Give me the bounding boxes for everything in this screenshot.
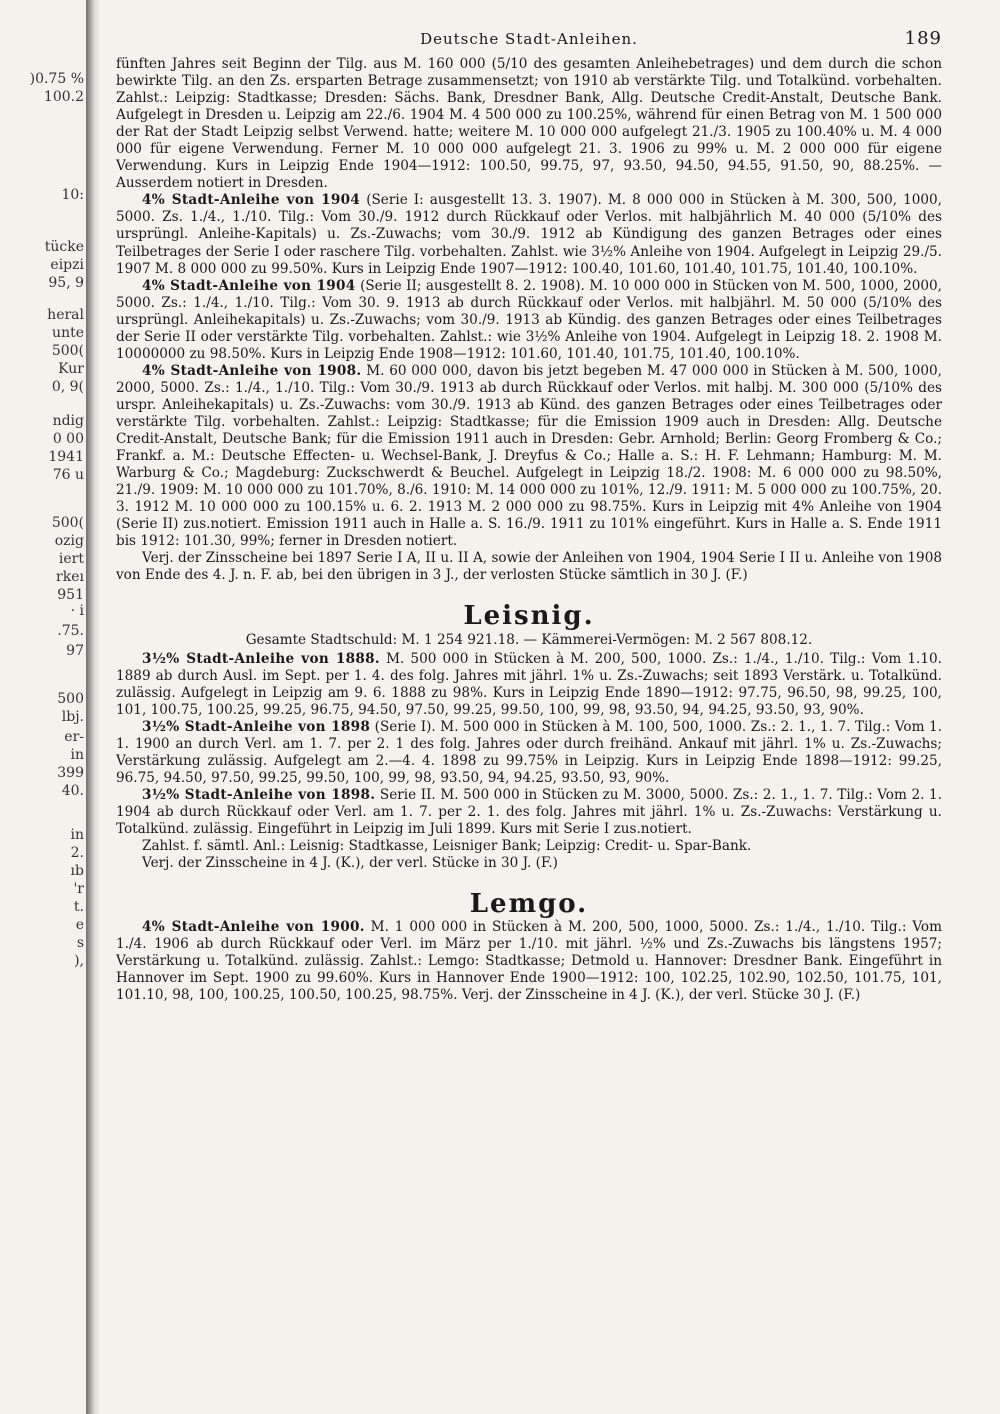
margin-fragment: Kur	[58, 361, 84, 377]
bond-entry	[116, 363, 942, 551]
margin-fragment: 10:	[61, 187, 84, 203]
margin-fragment: iert	[58, 551, 84, 567]
margin-fragment: ıb	[70, 863, 84, 879]
bond-heading: 4% Stadt-Anleihe von 1904	[142, 277, 356, 294]
bond-text: (Serie I). M. 500 000 in Stücken à M. 100, 500, 1000. Zs.: 2. 1., 1. 7. Tilg.: Vom 1. 1. 1900 an durch Verl. am 1. 7. per 2. 1 des folg. Jahres oder durch freihänd. Ankauf mit jährl. 1% u. Zs.-Zuwachs; Verstärkung zulässig. Aufgelegt am 2.—4. 4. 1898 zu 99.75% in Leipzig. Kurs in Leipzig Ende 1898—1912: 99.25, 96.75, 94.50, 97.50, 99.25, 99.50, 100, 99, 98, 93.50, 94, 94.25, 93.50, 93, 90%.	[116, 718, 942, 786]
bond-heading: 3½% Stadt-Anleihe von 1888.	[142, 650, 380, 667]
margin-fragment: unte	[52, 325, 84, 341]
city-heading-lemgo: Lemgo.	[469, 889, 589, 920]
margin-fragment: er-	[64, 729, 84, 745]
margin-fragment: e	[75, 917, 84, 933]
city-stats-leisnig: Gesamte Stadtschuld: M. 1 254 921.18. — Kämmerei-Vermögen: M. 2 567 808.12.	[245, 631, 813, 648]
bond-heading: 3½% Stadt-Anleihe von 1898.	[142, 786, 376, 803]
margin-fragment: · i	[70, 603, 84, 619]
margin-fragment: in	[70, 827, 84, 843]
limitation-note: Verj. der Zinsscheine in 4 J. (K.), der verl. Stücke in 30 J. (F.)	[142, 855, 558, 872]
margin-fragment: ),	[74, 953, 84, 969]
margin-fragment: 500	[57, 691, 84, 707]
left-page-margin-fragments	[0, 0, 92, 1414]
running-header	[116, 30, 942, 56]
bond-heading: 4% Stadt-Anleihe von 1900.	[142, 919, 365, 936]
paying-agents-note: Zahlst. f. sämtl. Anl.: Leisnig: Stadtkasse, Leisniger Bank; Leipzig: Credit- u. Spar-Bank.	[142, 838, 752, 855]
margin-fragment: eipzi	[50, 257, 84, 273]
margin-fragment: t.	[73, 899, 84, 915]
page	[116, 30, 942, 1004]
document-body	[116, 56, 942, 1004]
bond-entry	[116, 192, 942, 277]
bond-entry	[116, 651, 942, 719]
closing-paragraph: Verj. der Zinsscheine bei 1897 Serie I A, II u. II A, sowie der Anleihen von 1904, 1904 Serie I II u. Anleihe von 1908 von Ende des 4. J. n. F. ab, bei den übrigen in 3 J., der verlosten Stücke sämtlich in 30 J. (F.)	[116, 550, 942, 584]
margin-fragment: s	[76, 935, 84, 951]
margin-fragment: 500(	[51, 515, 84, 531]
margin-fragment: 95, 9	[48, 275, 84, 291]
bond-text: (Serie II; ausgestellt 8. 2. 1908). M. 10 000 000 in Stücken von M. 500, 1000, 2000, 5000. Zs.: 1./4., 1./10. Tilg.: Vom 30. 9. 1913 ab durch Rückkauf oder Verlos. mit halbjährl. M. 50 000 (5/10% des ursprüngl. Anleihekapitals) u. Zs.-Zuwachs; vom 30./9. 1913 ab Kündig. des ganzen Betrages oder eines Teilbetrages der Serie II oder verstärkte Tilg. vorbehalten. Zahlst.: wie 3½% Anleihe von 1904. Aufgelegt in Leipzig 18. 2. 1908 M. 10000000 zu 98.50%. Kurs in Leipzig Ende 1908—1912: 101.60, 101.40, 101.75, 101.40, 100.10%.	[116, 277, 942, 362]
margin-fragment: ozig	[54, 533, 84, 549]
page-binding-shadow	[86, 0, 100, 1414]
margin-fragment: 399	[57, 765, 84, 781]
bond-entry	[116, 278, 942, 363]
margin-fragment: )0.75 %	[29, 71, 84, 87]
bond-text: M. 1 000 000 in Stücken à M. 200, 500, 1000, 5000. Zs.: 1./4., 1./10. Tilg.: Vom 1./4. 1906 ab durch Rückkauf oder Verl. im März per 1./10. mit jährl. ½% und Zs.-Zuwachs bis längstens 1957; Verstärkung u. Totalkünd. zulässig. Zahlst.: Lemgo: Stadtkasse; Detmold u. Hannover: Dresdner Bank. Eingeführt in Hannover im Sept. 1900 zu 99.60%. Kurs in Hannover Ende 1900—1912: 100, 102.25, 102.90, 102.50, 101.75, 101, 101.10, 98, 100, 100.25, 100.50, 100.25, 98.75%. Verj. der Zinsscheine in 4 J. (K.), der verl. Stücke 30 J. (F.)	[116, 919, 942, 1004]
city-heading-leisnig: Leisnig.	[463, 601, 595, 632]
bond-heading: 4% Stadt-Anleihe von 1904	[142, 192, 361, 209]
margin-fragment: 500(	[51, 343, 84, 359]
margin-fragment: tücke	[44, 239, 84, 255]
margin-fragment: ndig	[52, 413, 84, 429]
margin-fragment: 0, 9(	[51, 379, 84, 395]
bond-heading: 4% Stadt-Anleihe von 1908.	[142, 362, 362, 379]
bond-entry	[116, 919, 942, 1004]
margin-fragment: in	[70, 747, 84, 763]
bond-text: M. 500 000 in Stücken à M. 200, 500, 1000. Zs.: 1./4., 1./10. Tilg.: Vom 1.10. 1889 ab durch Ausl. im Sept. per 1. 4. des folg. Jahres mit jährl. 1% u. Zs.-Zuwachs; seit 1893 Verstärk. u. Totalkünd. zulässig. Aufgelegt in Leipzig am 9. 6. 1888 zu 98%. Kurs in Leipzig Ende 1890—1912: 97.75, 96.50, 98, 99.25, 100, 101, 100.75, 100.25, 99.25, 96.75, 94.50, 97.50, 99.25, 99.50, 100, 99, 98, 93.50, 94, 94.25, 93.50, 93, 90%.	[116, 650, 942, 718]
bond-text: Serie II. M. 500 000 in Stücken zu M. 3000, 5000. Zs.: 2. 1., 1. 7. Tilg.: Vom 2. 1. 1904 ab durch Rückkauf oder Verl. am 1. 7. per 2. 1. des folg. Jahres mit jährl. 1% u. Zs.-Zuwachs: Verstärkung u. Totalkünd. zulässig. Eingeführt in Leipzig im Juli 1899. Kurs mit Serie I zus.notiert.	[116, 786, 942, 838]
bond-text: (Serie I: ausgestellt 13. 3. 1907). M. 8 000 000 in Stücken à M. 300, 500, 1000, 5000. Zs. 1./4., 1./10. Tilg.: Vom 30./9. 1912 durch Rückkauf oder Verlos. mit halbjährlich M. 40 000 (5/10% des ursprüngl. Anleihe-Kapitals) u. Zs.-Zuwachs; vom 30./9. 1912 ab Kündigung des ganzen Betrages oder eines Teilbetrages der Serie I oder raschere Tilg. vorbehalten. Zahlst. wie 3½% Anleihe von 1904. Aufgelegt in Leipzig 29./5. 1907 M. 8 000 000 zu 99.50%. Kurs in Leipzig Ende 1907—1912: 100.40, 101.60, 101.40, 101.75, 101.40, 100.10%.	[116, 192, 943, 277]
margin-fragment: 97	[66, 643, 84, 659]
margin-fragment: 40.	[61, 783, 84, 799]
margin-fragment: 0 00	[52, 431, 84, 447]
margin-fragment: 'r	[73, 881, 84, 897]
margin-fragment: rkeı	[56, 569, 84, 585]
margin-fragment: 2.	[70, 845, 84, 861]
bond-entry	[116, 787, 942, 838]
page-number: 189	[904, 28, 942, 49]
margin-fragment: lbj.	[61, 709, 84, 725]
bond-text: M. 60 000 000, davon bis jetzt begeben M. 47 000 000 in Stücken à M. 500, 1000, 2000, 5000. Zs.: 1./4., 1./10. Tilg.: Vom 30./9. 1913 ab durch Rückkauf oder Verlos. mit halbj. M. 300 000 (5/10% des urspr. Anleihekapitals) u. Zs.-Zuwachs: vom 30./9. 1913 ab Künd. des ganzen Betrages oder eines Teilbetrages oder verstärkte Tilg. vorbehalten. Zahlst.: Leipzig: Stadtkasse; für die Emission 1909 auch in Dresden: Allg. Deutsche Credit-Anstalt, Deutsche Bank; für die Emission 1911 auch in Dresden: Gebr. Arnhold; Berlin: Georg Fromberg & Co.; Frankf. a. M.: Deutsche Effecten- u. Wechsel-Bank, J. Dreyfus & Co.; Halle a. S.: H. F. Lehmann; Hamburg: M. M. Warburg & Co.; Magdeburg: Zuckschwerdt & Beuchel. Aufgelegt in Leipzig 18./2. 1908: M. 6 000 000 zu 98.50%, 21./9. 1909: M. 10 000 000 zu 101.70%, 8./6. 1910: M. 14 000 000 zu 101%, 12./9. 1911: M. 5 000 000 zu 100.75%, 20. 3. 1912 M. 10 000 000 zu 100.15% u. 6. 2. 1913 M. 2 000 000 zu 98.75%. Kurs in Leipzig mit 4% Anleihe von 1904 (Serie II) zus.notiert. Emission 1911 auch in Halle a. S. 16./9. 1911 zu 101% eingeführt. Kurs in Halle a. S. Ende 1911 bis 1912: 101.30, 99%; ferner in Dresden notiert.	[116, 362, 943, 550]
margin-fragment: 951	[57, 587, 84, 603]
margin-fragment: 76 u	[52, 467, 84, 483]
bond-entry	[116, 719, 942, 787]
margin-fragment: .75.	[57, 623, 84, 639]
bond-heading: 3½% Stadt-Anleihe von 1898	[142, 718, 371, 735]
running-title: Deutsche Stadt-Anleihen.	[420, 30, 638, 48]
margin-fragment: 100.2	[43, 89, 84, 105]
margin-fragment: 1941	[48, 449, 84, 465]
continued-paragraph: fünften Jahres seit Beginn der Tilg. aus M. 160 000 (5/10 des gesamten Anleihebetrages) und dem durch die schon bewirkte Tilg. an den Zs. ersparten Betrage zusammensetzt; von 1910 ab verstärkte Tilg. und Totalkünd. vorbehalten. Zahlst.: Leipzig: Stadtkasse; Dresden: Sächs. Bank, Dresdner Bank, Allg. Deutsche Credit-Anstalt, Deutsche Bank. Aufgelegt in Dresden u. Leipzig am 22./6. 1904 M. 4 500 000 zu 100.25%, während für einen Betrag von M. 1 500 000 der Rat der Stadt Leipzig selbst Verwend. hatte; weitere M. 10 000 000 aufgelegt 21./3. 1905 zu 100.40% u. M. 4 000 000 für eigene Verwendung. Ferner M. 10 000 000 aufgelegt 21. 3. 1906 zu 99% u. M. 2 000 000 für eigene Verwendung. Kurs in Leipzig Ende 1904—1912: 100.50, 99.75, 97, 93.50, 94.50, 94.55, 91.50, 90, 88.25%. — Ausserdem notiert in Dresden.	[116, 56, 942, 192]
margin-fragment: heral	[47, 307, 84, 323]
